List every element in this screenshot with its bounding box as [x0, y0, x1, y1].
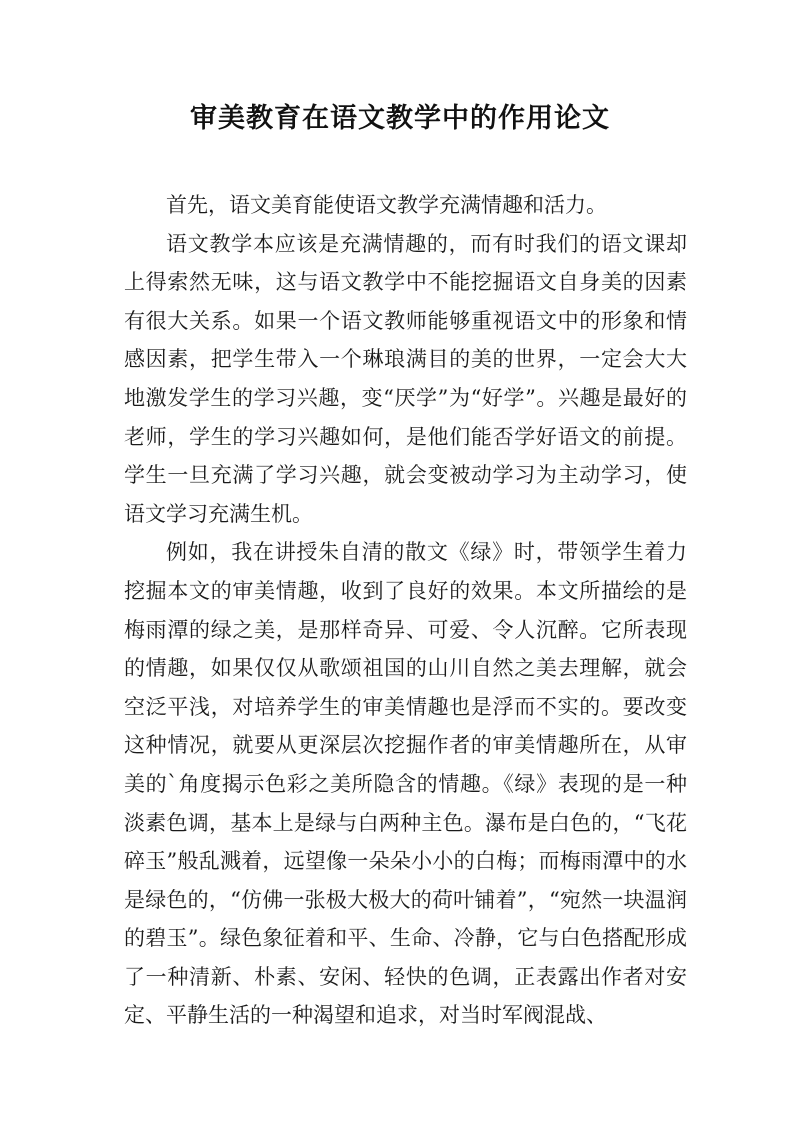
document-title: 审美教育在语文教学中的作用论文 [190, 103, 610, 134]
paragraph-example: 例如，我在讲授朱自清的散文《绿》时，带领学生着力挖掘本文的审美情趣，收到了良好的效果。本文所描绘的是梅雨潭的绿之美，是那样奇异、可爱、令人沉醉。它所表现的情趣，如果仅仅从歌颂祖国的山川自然之美去理解，就会空泛平浅，对培养学生的审美情趣也是浮而不实的。要改变这种情况，就要从更深层次挖掘作者的审美情趣所在，从审美的`角度揭示色彩之美所隐含的情趣。《绿》表现的是一种淡素色调，基本上是绿与白两种主色。瀑布是白色的，“飞花碎玉”般乱溅着，远望像一朵朵小小的白梅；而梅雨潭中的水是绿色的，“仿佛一张极大极大的荷叶铺着”，“宛然一块温润的碧玉”。绿色象征着和平、生命、冷静，它与白色搭配形成了一种清新、朴素、安闲、轻快的色调，正表露出作者对安定、平静生活的一种渴望和追求，对当时军阀混战、 [124, 540, 687, 1028]
document-body [124, 186, 687, 1035]
paragraph-interest: 语文教学本应该是充满情趣的，而有时我们的语文课却上得索然无味，这与语文教学中不能挖掘语文自身美的因素有很大关系。如果一个语文教师能够重视语文中的形象和情感因素，把学生带入一个琳琅满目的美的世界，一定会大大地激发学生的学习兴趣，变“厌学”为“好学”。兴趣是最好的老师，学生的学习兴趣如何，是他们能否学好语文的前提。学生一旦充满了学习兴趣，就会变被动学习为主动学习，使语文学习充满生机。 [124, 231, 687, 526]
paragraph-intro: 首先，语文美育能使语文教学充满情趣和活力。 [166, 193, 607, 217]
